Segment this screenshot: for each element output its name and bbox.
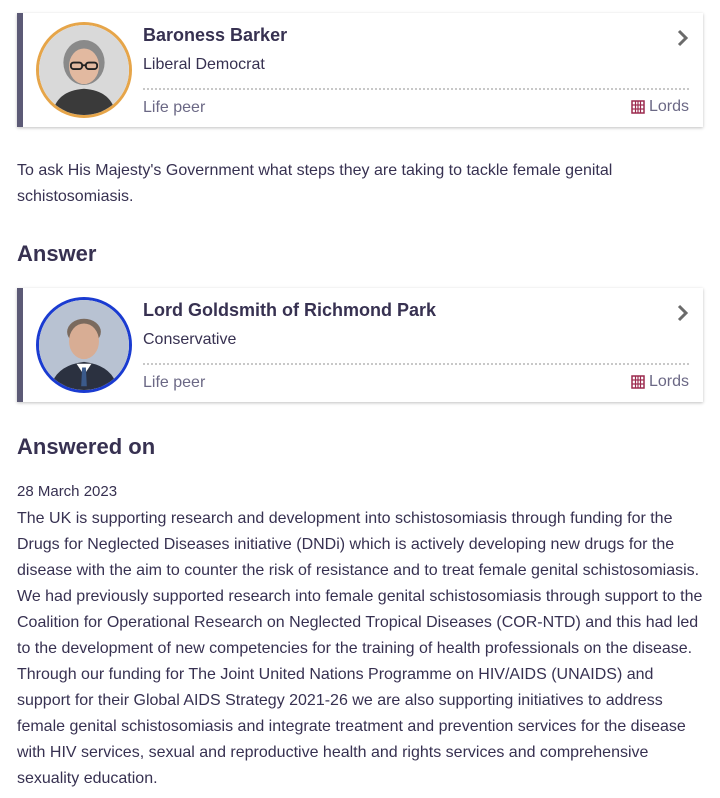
asker-avatar	[36, 22, 132, 118]
asker-peer-type: Life peer	[143, 99, 206, 116]
answer-heading: Answer	[17, 241, 97, 266]
chevron-right-icon[interactable]	[677, 304, 689, 322]
answer-text: The UK is supporting research and development into schistosomiasis through funding for the Drugs for Neglected Diseases initiative (DNDi) which is actively developing new drugs for the disease with the aim to counter the risk of resistance and to treat female genital schistosomiasis. We had previously supported research into female genital schistosomiasis through support to the Coalition for Operational Research on Neglected Tropical Diseases (COR-NTD) and this had led to the development of new competencies for the training of health professionals on the disease. Through our funding for The Joint United Nations Programme on HIV/AIDS (UNAIDS) and support for their Global AIDS Strategy 2021-26 we are also supporting initiatives to address female genital schistosomiasis and integrate treatment and prevention services for the disease with HIV services, sexual and reproductive health and rights services and comprehensive sexuality education.	[17, 510, 703, 787]
answerer-party: Conservative	[143, 331, 237, 348]
portcullis-icon	[631, 100, 645, 114]
answerer-card[interactable]	[17, 288, 703, 402]
asker-party: Liberal Democrat	[143, 56, 265, 73]
asker-portrait-icon	[39, 25, 129, 115]
asker-house	[631, 98, 689, 116]
question-text: To ask His Majesty's Government what steps they are taking to tackle female genital schistosomiasis.	[17, 162, 613, 205]
asker-house-label: Lords	[648, 98, 689, 115]
asker-name[interactable]: Baroness Barker	[143, 25, 288, 45]
asker-card[interactable]	[17, 13, 703, 127]
answered-on-heading: Answered on	[17, 434, 156, 459]
card-divider	[143, 363, 689, 365]
answerer-name[interactable]: Lord Goldsmith of Richmond Park	[143, 300, 437, 320]
answerer-avatar	[36, 297, 132, 393]
answerer-house-label: Lords	[648, 373, 689, 390]
chevron-right-icon[interactable]	[677, 29, 689, 47]
answered-date: 28 March 2023	[17, 483, 118, 500]
answerer-peer-type: Life peer	[143, 374, 206, 391]
answerer-house	[631, 373, 689, 391]
answerer-portrait-icon	[39, 300, 129, 390]
card-divider	[143, 88, 689, 90]
portcullis-icon	[631, 375, 645, 389]
